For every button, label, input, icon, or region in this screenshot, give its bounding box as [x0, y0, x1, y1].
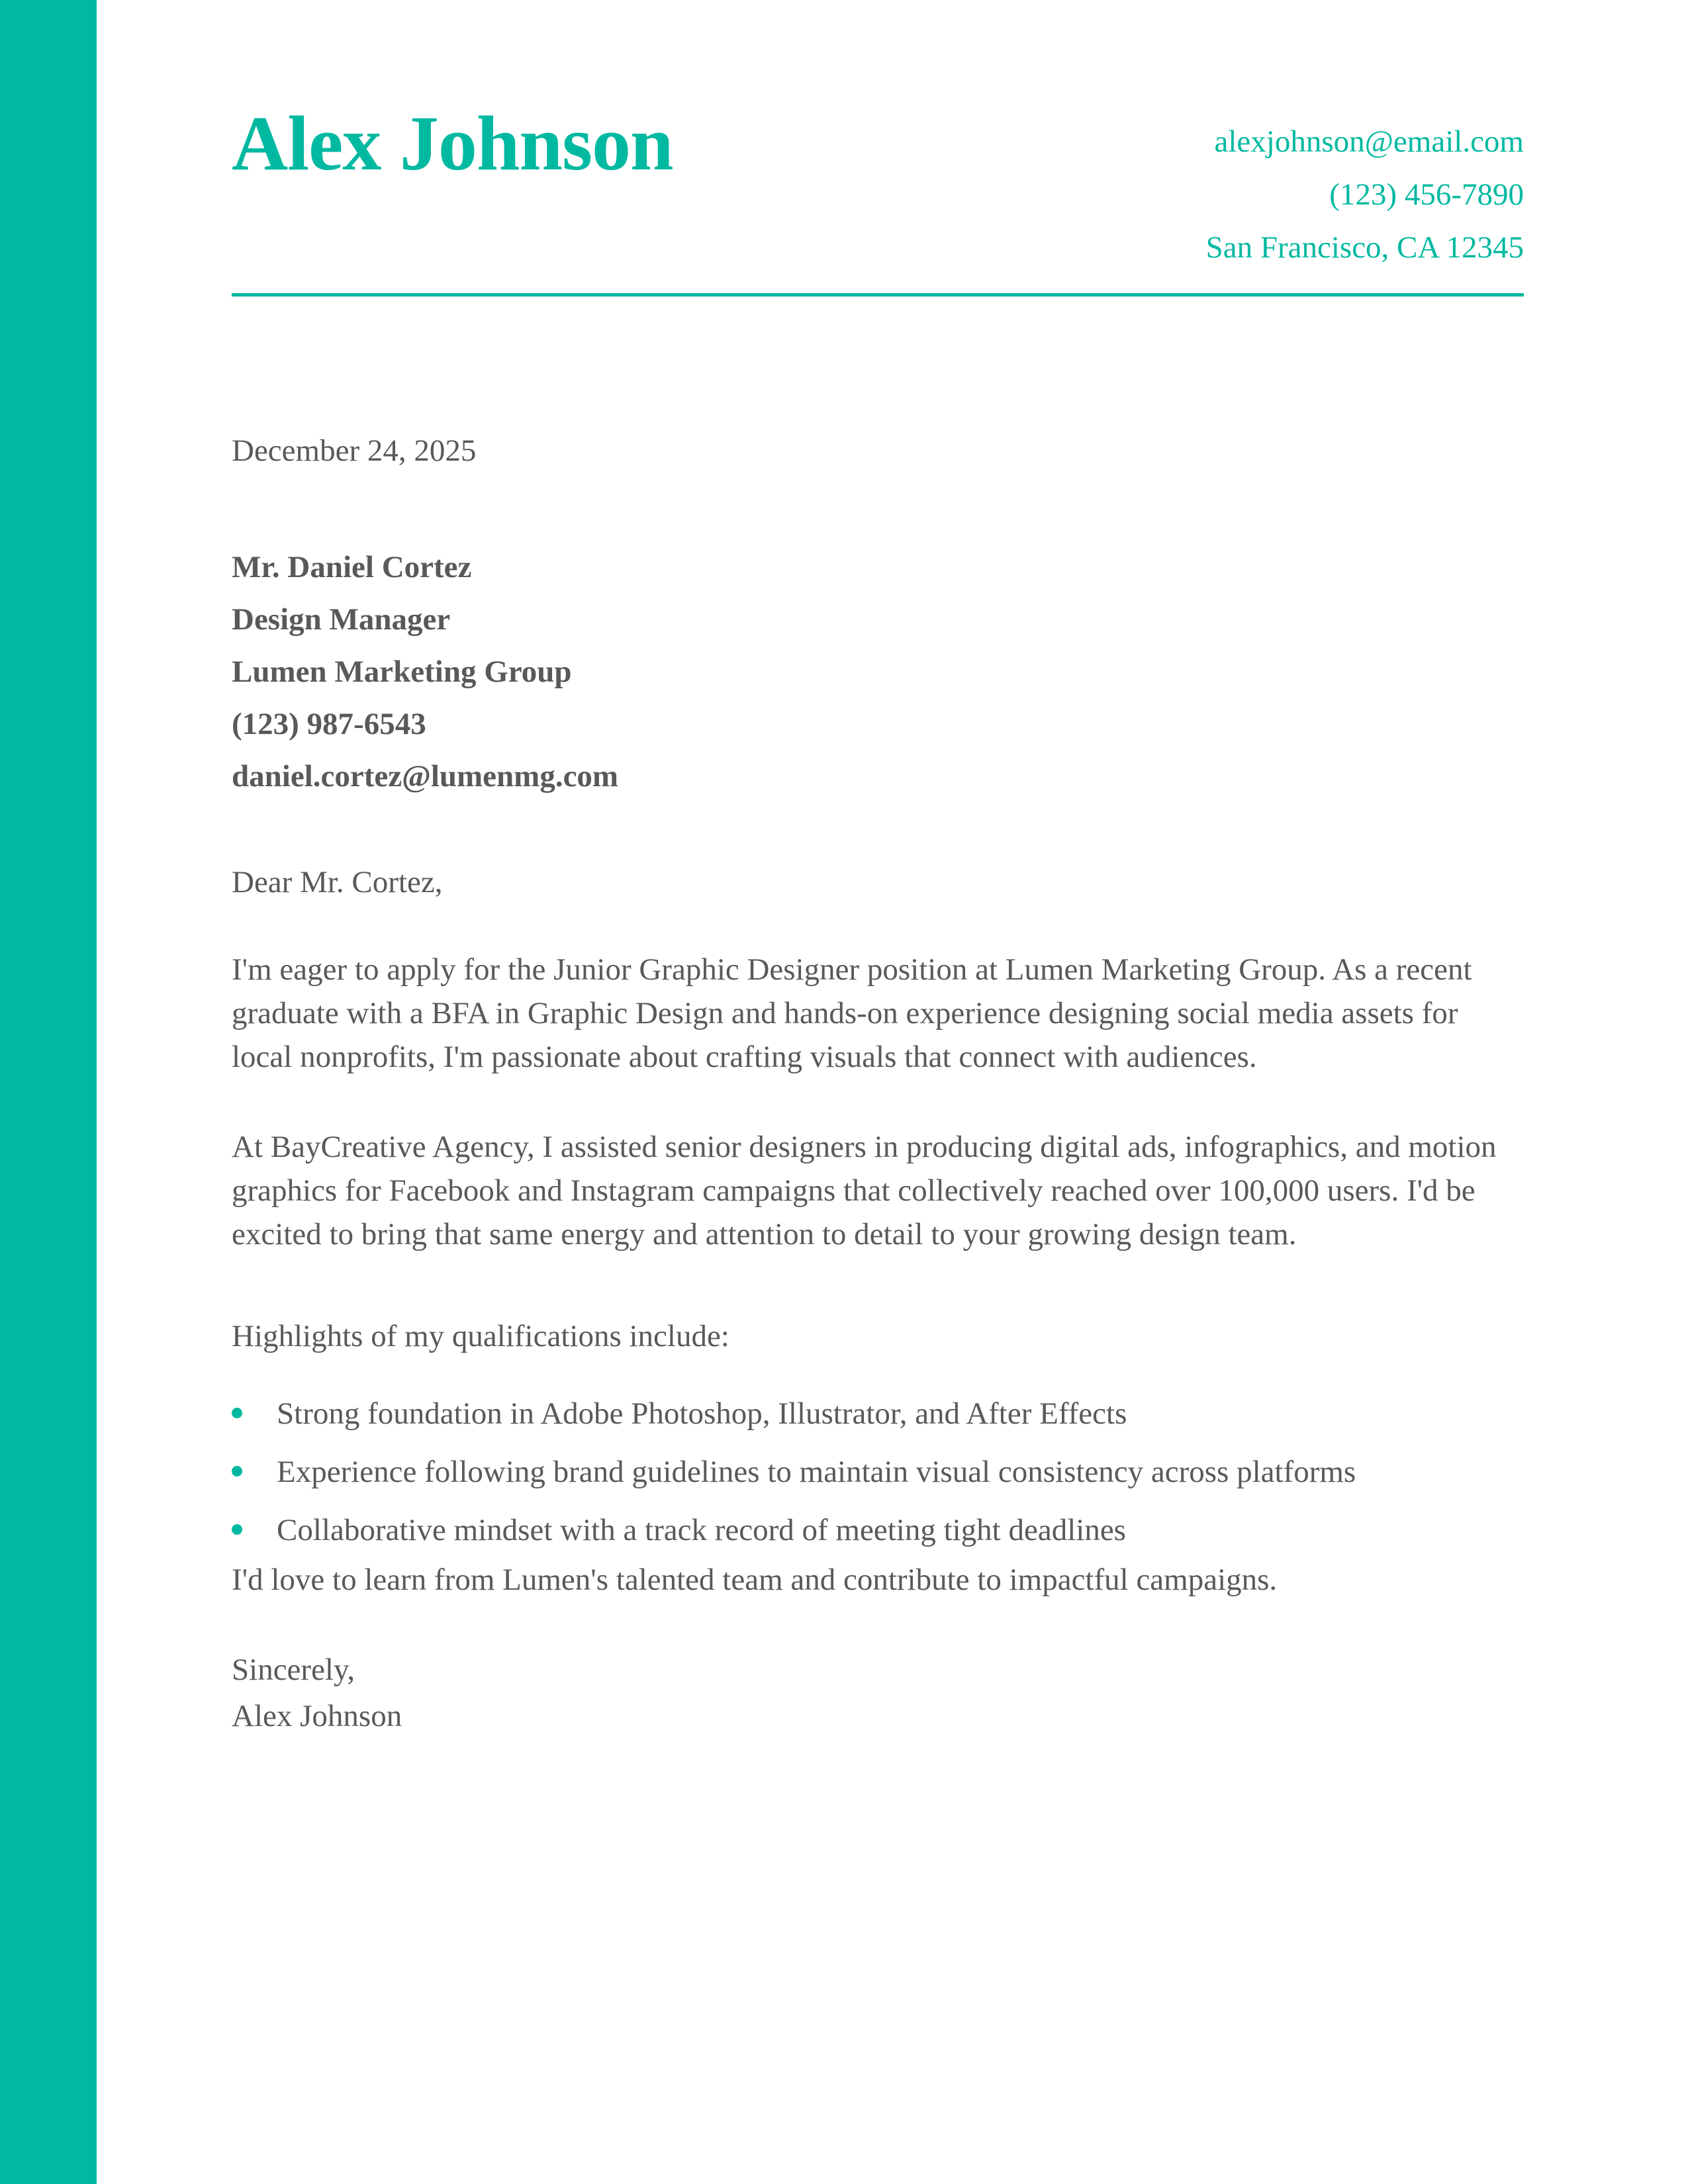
sender-name: Alex Johnson: [232, 100, 673, 187]
signoff-block: [232, 1647, 402, 1739]
recipient-company: Lumen Marketing Group: [232, 655, 572, 689]
highlight-text: Strong foundation in Adobe Photoshop, Illustrator, and After Effects: [277, 1396, 1127, 1431]
signature-name: Alex Johnson: [232, 1699, 402, 1733]
highlight-text: Experience following brand guidelines to maintain visual consistency across platforms: [277, 1455, 1356, 1489]
body-paragraph: At BayCreative Agency, I assisted senior designers in producing digital ads, infographics, and motion graphics for Facebook and Instagram campaigns that collectively reached over 100,000 users. I'd be excited to bring that same energy and attention to detail to your growing design team.: [232, 1130, 1497, 1251]
recipient-title: Design Manager: [232, 602, 451, 637]
sender-phone: (123) 456-7890: [1329, 177, 1524, 212]
cover-letter-page: [232, 0, 1524, 1733]
list-item: [232, 1443, 1356, 1501]
closing-line: I'd love to learn from Lumen's talented team and contribute to impactful campaigns.: [232, 1563, 1278, 1597]
accent-sidebar: [0, 0, 97, 2184]
sender-contact: [1206, 115, 1524, 274]
bullet-icon: [232, 1408, 242, 1418]
letter-date: December 24, 2025: [232, 433, 477, 468]
signoff: Sincerely,: [232, 1653, 355, 1687]
list-item: [232, 1385, 1356, 1443]
letter-header: [232, 0, 1524, 296]
header-divider: [232, 293, 1524, 296]
bullet-icon: [232, 1524, 242, 1535]
highlights-list: [232, 1385, 1356, 1559]
salutation: Dear Mr. Cortez,: [232, 865, 443, 899]
bullet-icon: [232, 1466, 242, 1477]
sender-email[interactable]: alexjohnson@email.com: [1214, 124, 1524, 159]
sender-location: San Francisco, CA 12345: [1205, 230, 1524, 265]
recipient-phone: (123) 987-6543: [232, 707, 426, 741]
recipient-block: [232, 541, 618, 803]
body-paragraph: I'm eager to apply for the Junior Graphic Designer position at Lumen Marketing Group. As a recent graduate with a BFA in Graphic Design and hands-on experience designing social media assets for local nonprofits, I'm passionate about crafting visuals that connect with audiences.: [232, 952, 1472, 1074]
recipient-email[interactable]: daniel.cortez@lumenmg.com: [232, 759, 619, 794]
recipient-name: Mr. Daniel Cortez: [232, 550, 472, 584]
highlights-intro: Highlights of my qualifications include:: [232, 1319, 729, 1353]
list-item: [232, 1501, 1356, 1559]
highlight-text: Collaborative mindset with a track record of meeting tight deadlines: [277, 1513, 1126, 1547]
